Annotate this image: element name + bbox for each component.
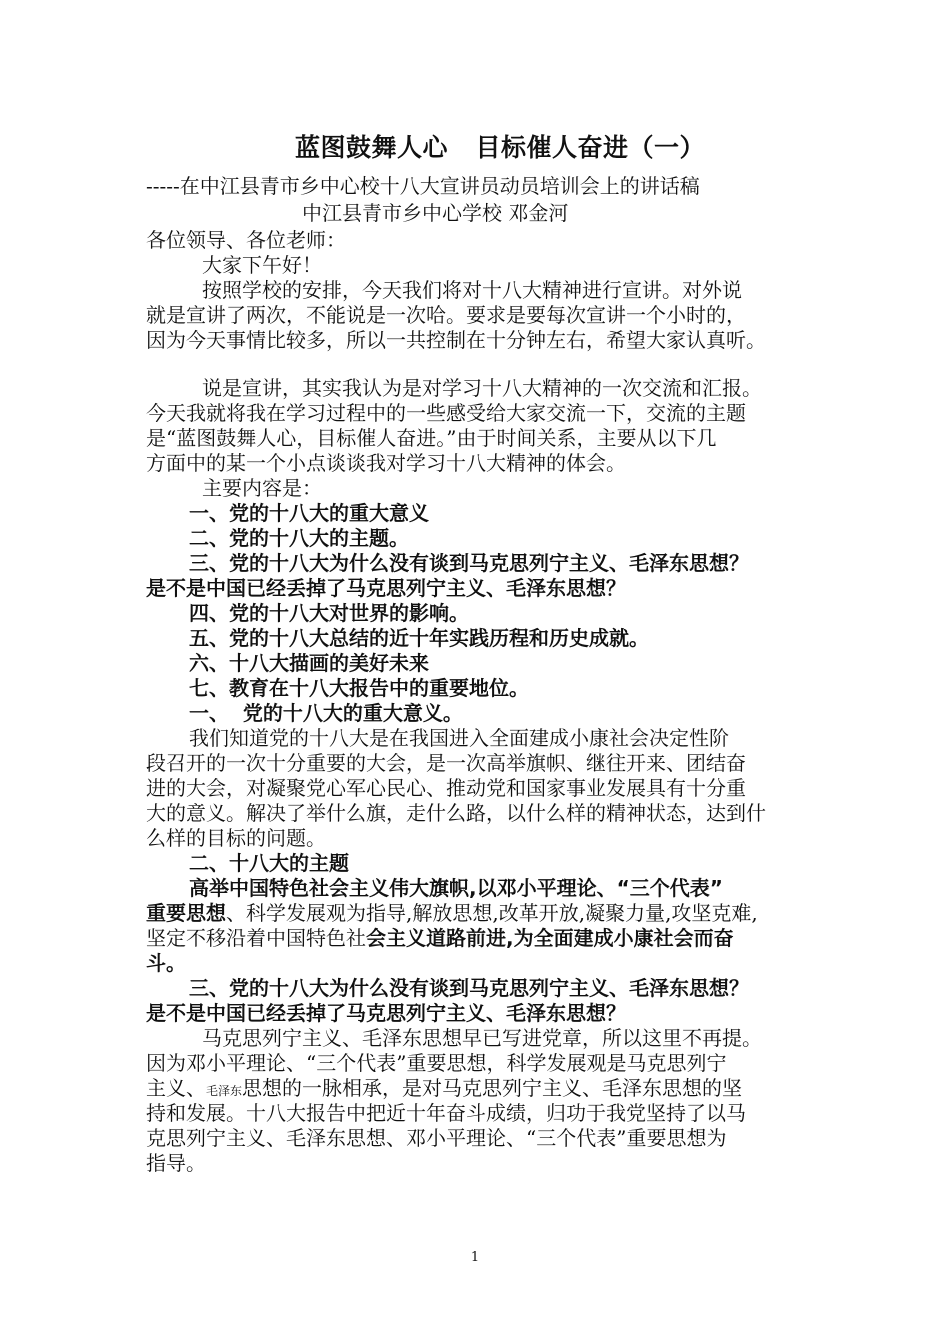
paragraph-line: 高举中国特色社会主义伟大旗帜,以邓小平理论、“三个代表” <box>189 876 723 900</box>
outline-item: 是不是中国已经丢掉了马克思列宁主义、毛泽东思想？ <box>146 576 626 600</box>
paragraph-line: 克思列宁主义、毛泽东思想、邓小平理论、“三个代表”重要思想为 <box>146 1126 727 1150</box>
paragraph-line: 是“蓝图鼓舞人心，目标催人奋进。”由于时间关系，主要从以下几 <box>146 426 717 450</box>
paragraph-line: 马克思列宁主义、毛泽东思想早已写进党章，所以这里不再提。 <box>202 1026 762 1050</box>
intro-line: 因为今天事情比较多，所以一共控制在十分钟左右，希望大家认真听。 <box>146 328 766 352</box>
intro-line: 按照学校的安排，今天我们将对十八大精神进行宣讲。对外说 <box>202 278 742 302</box>
normal-text: 主义、 <box>146 1076 206 1100</box>
normal-text: 思想的一脉相承，是对马克思列宁主义、毛泽东思想的坚 <box>242 1076 743 1100</box>
outline-item: 三、党的十八大为什么没有谈到马克思列宁主义、毛泽东思想？ <box>189 551 749 575</box>
main-content-label: 主要内容是： <box>202 476 322 500</box>
paragraph-line: 持和发展。十八大报告中把近十年奋斗成绩，归功于我党坚持了以马 <box>146 1101 746 1125</box>
paragraph-line: 因为邓小平理论、“三个代表”重要思想，科学发展观是马克思列宁 <box>146 1051 727 1075</box>
normal-text: 、科学发展观为指导,解放思想,改革开放,凝聚力量,攻坚克难, <box>226 901 758 925</box>
outline-item: 四、党的十八大对世界的影响。 <box>189 601 469 625</box>
document-title: 蓝图鼓舞人心 目标催人奋进（一） <box>294 133 706 162</box>
section-heading: 是不是中国已经丢掉了马克思列宁主义、毛泽东思想？ <box>146 1001 626 1025</box>
small-text: 毛泽东 <box>206 1084 243 1098</box>
paragraph-line: 斗。 <box>146 951 186 975</box>
bold-text: 会主义道路前进,为全面建成小康社会而奋 <box>366 926 734 950</box>
intro-line: 就是宣讲了两次，不能说是一次哈。要求是要每次宣讲一个小时的， <box>146 303 746 327</box>
paragraph-line: 说是宣讲，其实我认为是对学习十八大精神的一次交流和汇报。 <box>202 376 762 400</box>
outline-item: 六、十八大描画的美好未来 <box>189 651 429 675</box>
outline-item: 五、党的十八大总结的近十年实践历程和历史成就。 <box>189 626 649 650</box>
greeting: 大家下午好！ <box>202 253 322 277</box>
paragraph-line: 方面中的某一个小点谈谈我对学习十八大精神的体会。 <box>146 451 626 475</box>
normal-text: 坚定不移沿着中国特色社 <box>146 926 366 950</box>
paragraph-line: 么样的目标的问题。 <box>146 826 326 850</box>
paragraph-line: 大的意义。解决了举什么旗，走什么路，以什么样的精神状态，达到什 <box>146 801 766 825</box>
paragraph-line <box>146 1076 742 1103</box>
section-heading: 一、 党的十八大的重大意义。 <box>189 701 463 725</box>
paragraph-line: 段召开的一次十分重要的大会，是一次高举旗帜、继往开来、团结奋 <box>146 751 746 775</box>
paragraph-line <box>146 926 734 950</box>
paragraph-line <box>146 901 758 925</box>
document-author: 中江县青市乡中心学校 邓金河 <box>302 201 569 225</box>
paragraph-line: 我们知道党的十八大是在我国进入全面建成小康社会决定性阶 <box>189 726 729 750</box>
section-heading: 二、十八大的主题 <box>189 851 349 875</box>
paragraph-line: 今天我就将我在学习过程中的一些感受给大家交流一下，交流的主题 <box>146 401 746 425</box>
outline-item: 二、党的十八大的主题。 <box>189 526 409 550</box>
salutation: 各位领导、各位老师： <box>146 228 346 252</box>
document-subtitle: -----在中江县青市乡中心校十八大宣讲员动员培训会上的讲话稿 <box>146 174 700 198</box>
page-number: 1 <box>470 1250 480 1265</box>
paragraph-line: 进的大会，对凝聚党心军心民心、推动党和国家事业发展具有十分重 <box>146 776 746 800</box>
section-heading: 三、党的十八大为什么没有谈到马克思列宁主义、毛泽东思想？ <box>189 976 749 1000</box>
paragraph-line: 指导。 <box>146 1151 206 1175</box>
outline-item: 一、党的十八大的重大意义 <box>189 501 429 525</box>
outline-item: 七、教育在十八大报告中的重要地位。 <box>189 676 529 700</box>
bold-text: 重要思想 <box>146 901 226 925</box>
